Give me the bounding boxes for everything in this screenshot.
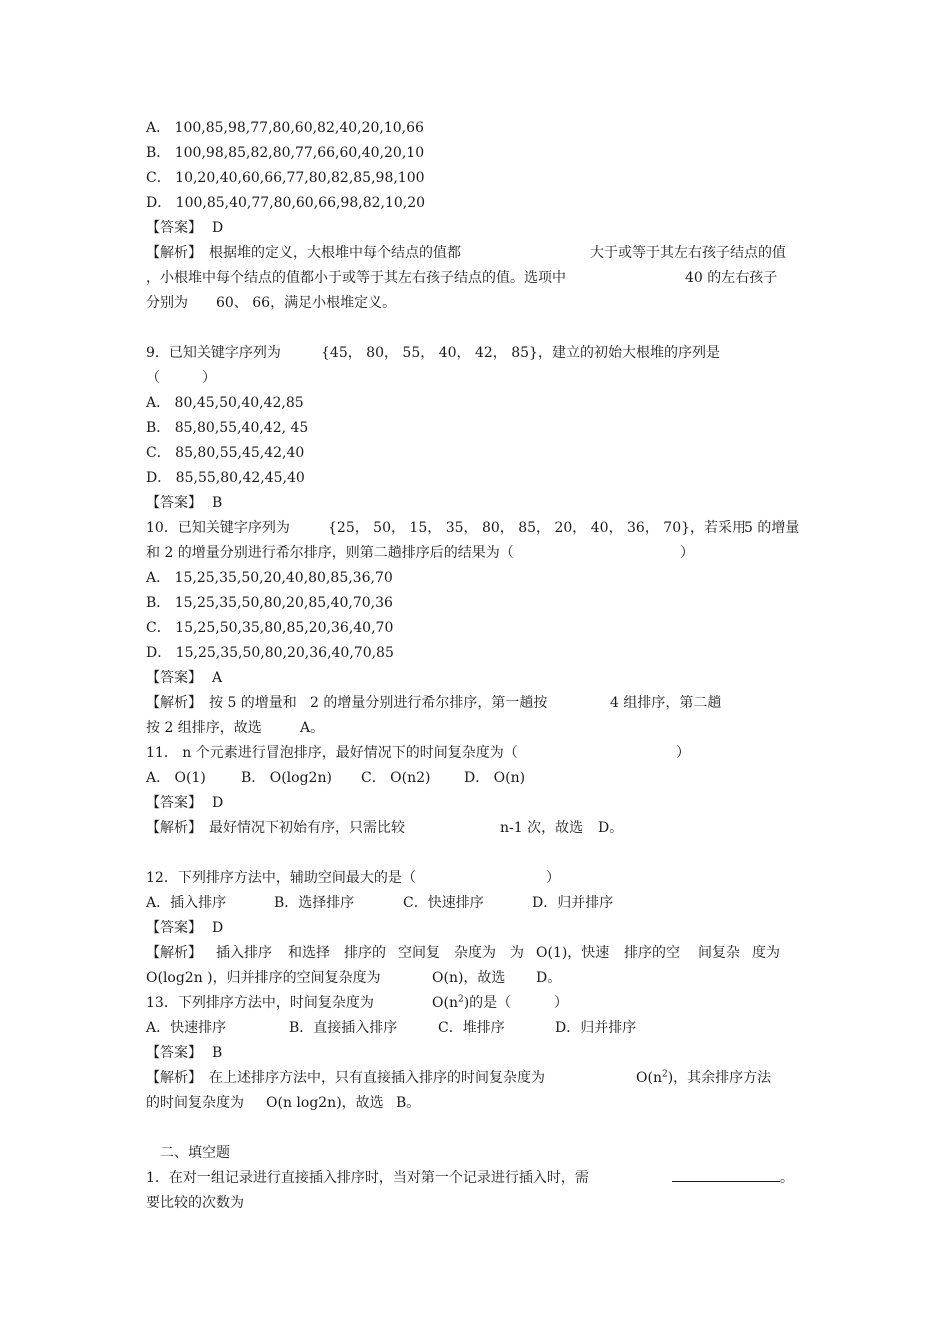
answer-value: A [212,670,223,686]
answer-value: D [212,220,224,236]
q8-option-a: A． 100,85,98,77,80,60,82,40,20,10,66 [146,120,424,136]
q12-option-a: A．插入排序 [146,895,227,911]
q13-options [146,1017,651,1039]
q13-option-a: A．快速排序 [146,1020,241,1036]
q12-option-c: C．快速排序 [403,895,484,911]
fill-q1-stem: 1．在对一组记录进行直接插入排序时，当对第一个记录进行插入时，需 。 [146,1167,164,1189]
answer-label: 【答案】 [146,920,202,936]
q11-option-d: D． O(n) [464,770,526,786]
q8-explanation-line-1: 【解析】 根据堆的定义，大根堆中每个结点的值都 大于或等于其左右孩子结点的值 [146,245,786,261]
q8-explanation-line-3: 分别为 60、 66，满足小根堆定义。 [146,295,397,311]
q12-options [146,892,614,914]
q9-stem: 9．已知关键字序列为 {45， 80， 55， 40， 42， 85}，建立的初始大根堆的序列是 [146,345,720,361]
q13-option-c: C．堆排序 [438,1020,505,1036]
answer-value: B [212,1045,223,1061]
q13-explanation-complexity: $O(n^2)$，其余排序方法 [636,1069,772,1086]
q13-explanation-line-1: 【解析】 在上述排序方法中，只有直接插入排序的时间复杂度为 $O(n^2)$，其余排序方法 [146,1067,164,1089]
q12-option-b: B．选择排序 [274,895,355,911]
q10-explanation-line-2: 按 2 组排序，故选 A。 [146,720,325,736]
q9-answer [146,492,223,514]
q12-stem: 12．下列排序方法中，辅助空间最大的是（ ） [146,870,560,886]
answer-label: 【答案】 [146,670,202,686]
answer-label: 【答案】 [146,495,202,511]
q10-option-b: B． 15,25,35,50,80,20,85,40,70,36 [146,595,393,611]
q12-explanation-line-1: 【解析】 插入排序 和选择 排序的 空间复 杂度为 为 O(1)，快速 排序的空 间复杂 度为 [146,945,780,961]
q10-option-a: A． 15,25,35,50,20,40,80,85,36,70 [146,570,393,586]
q12-explanation-line-2: O(log2n )，归并排序的空间复杂度为 O(n)，故选 D。 [146,970,562,986]
q8-option-c: C． 10,20,40,60,66,77,80,82,85,98,100 [146,170,425,186]
q13-answer [146,1042,223,1064]
section-heading: 二、填空题 [160,1145,230,1161]
q8-explanation-line-2: ，小根堆中每个结点的值都小于或等于其左右孩子结点的值。选项中 40 的左右孩子 [146,270,778,286]
q11-answer [146,792,224,814]
q8-option-d: D． 100,85,40,77,80,60,66,98,82,10,20 [146,195,426,211]
q11-stem: 11． n 个元素进行冒泡排序，最好情况下的时间复杂度为（ ） [146,745,690,761]
answer-blank[interactable]: 。 [672,1167,794,1189]
q11-option-b: B． O(log2n) [241,770,332,786]
q12-answer [146,917,224,939]
q13-option-d: D．归并排序 [555,1020,651,1036]
q11-option-c: C． O(n2) [361,770,431,786]
q10-stem-line-2: 和 2 的增量分别进行希尔排序，则第二趟排序后的结果为（ ） [146,545,694,561]
q9-option-a: A． 80,45,50,40,42,85 [146,395,304,411]
answer-value: D [212,795,224,811]
answer-label: 【答案】 [146,220,202,236]
q11-explanation: 【解析】 最好情况下初始有序，只需比较 n-1 次，故选 D。 [146,820,624,836]
q9-option-d: D． 85,55,80,42,45,40 [146,470,305,486]
q13-explanation-line-2: 的时间复杂度为 O(n log2n)，故选 B。 [146,1095,421,1111]
q10-option-d: D． 15,25,35,50,80,20,36,40,70,85 [146,645,394,661]
q9-option-b: B． 85,80,55,40,42, 45 [146,420,309,436]
q10-stem: 10．已知关键字序列为 {25， 50， 15， 35， 80， 85， 20， 40， 36， 70}，若采用 5 的增量 [146,520,800,536]
q11-options [146,767,526,789]
q8-answer [146,217,224,239]
q13-option-b: B．直接插入排序 [289,1020,398,1036]
q9-option-c: C． 85,80,55,45,42,40 [146,445,305,461]
q13-stem-complexity: $O(n^2)$的是（ [432,994,512,1011]
q8-option-b: B． 100,98,85,82,80,77,66,60,40,20,10 [146,145,425,161]
answer-label: 【答案】 [146,795,202,811]
answer-value: B [212,495,223,511]
q10-explanation-line-1: 【解析】 按 5 的增量和 2 的增量分别进行希尔排序，第一趟按 4 组排序，第二趟 [146,695,722,711]
q9-stem-paren: （ ） [146,370,216,386]
q11-option-a: A． O(1) [146,770,206,786]
answer-value: D [212,920,224,936]
answer-label: 【答案】 [146,1045,202,1061]
q13-stem: 13．下列排序方法中，时间复杂度为 $O(n^2)$的是（ ） [146,992,164,1014]
q10-option-c: C． 15,25,50,35,80,85,20,36,40,70 [146,620,394,636]
fill-q1-stem-line-2: 要比较的次数为 [146,1195,244,1211]
q12-option-d: D．归并排序 [532,895,614,911]
q10-answer [146,667,223,689]
